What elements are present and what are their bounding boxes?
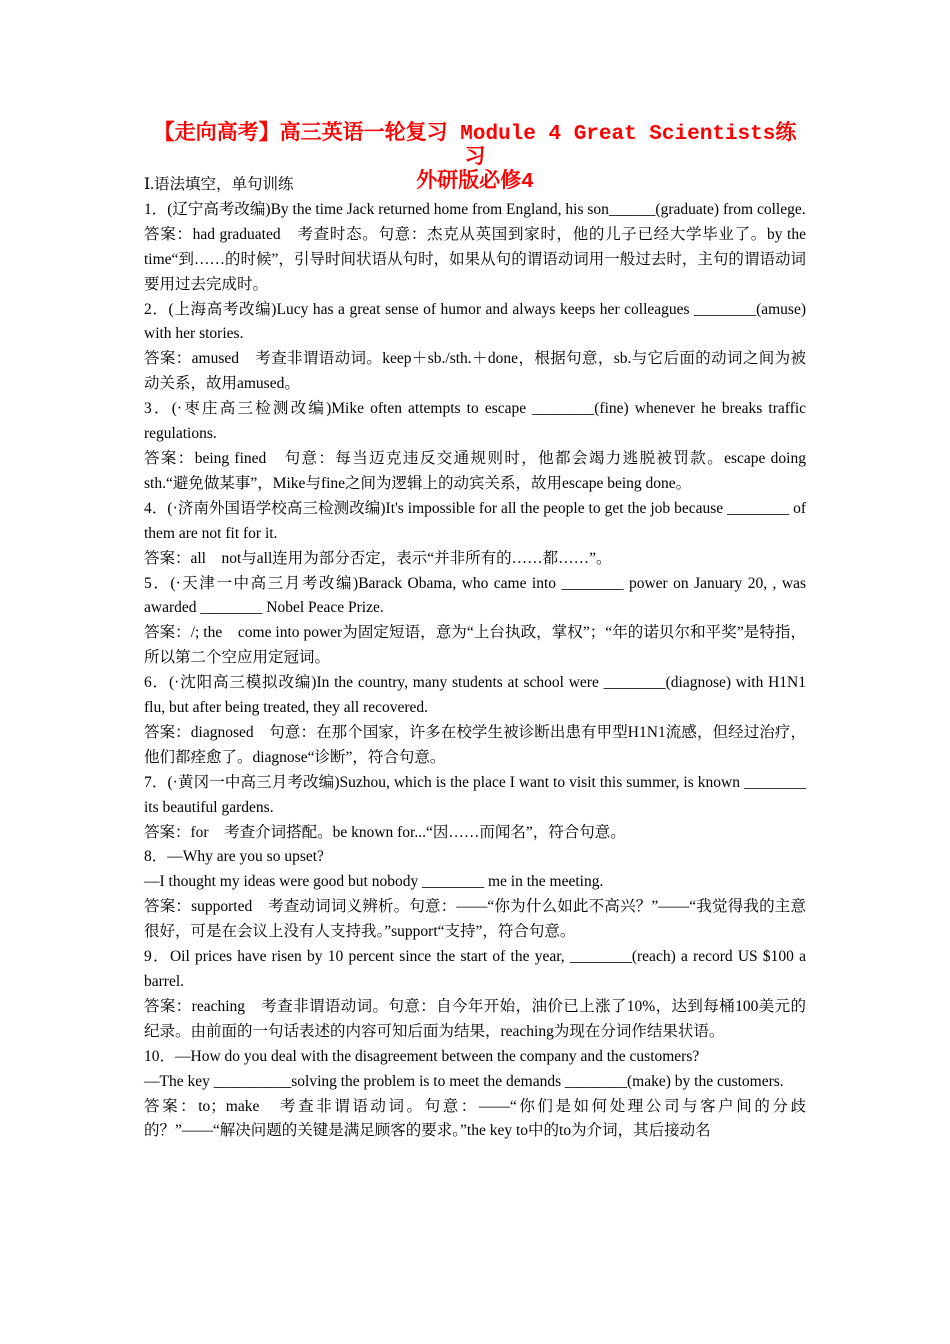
question-text-2: —The key __________solving the problem is to meet the demands ________(make) by the customers. [144, 1072, 784, 1090]
question-text: 2．(上海高考改编)Lucy has a great sense of humor and always keeps her colleagues ________(amuse) with her stories. [144, 300, 806, 343]
question-text-2: —I thought my ideas were good but nobody ________ me in the meeting. [144, 873, 604, 891]
section-heading: Ⅰ.语法填空，单句训练 [144, 176, 294, 193]
question-item-2 [144, 298, 806, 398]
question-item-10 [144, 1045, 806, 1145]
question-text: 4．(·济南外国语学校高三检测改编)It's impossible for all the people to get the job because ________ of them are not fit for it. [144, 499, 806, 542]
answer-text: 答案：supported 考查动词词义辨析。句意：——“你为什么如此不高兴？”——“我觉得我的主意很好，可是在会议上没有人支持我。”support“支持”，符合句意。 [144, 898, 806, 941]
question-text: 7．(·黄冈一中高三月考改编)Suzhou, which is the place I want to visit this summer, is known ________ its beautiful gardens. [144, 773, 806, 816]
title-line-1: 【走向高考】高三英语一轮复习 Module 4 Great Scientists练习 [153, 123, 797, 170]
question-text: 10．—How do you deal with the disagreement between the company and the customers? [144, 1047, 700, 1065]
answer-text: 答案：to；make 考查非谓语动词。句意：——“你们是如何处理公司与客户间的分歧的？”——“解决问题的关键是满足顾客的要求。”the key to中的to为介词，其后接动名 [144, 1097, 806, 1140]
answer-text: 答案：amused 考查非谓语动词。keep＋sb./sth.＋done，根据句意，sb.与它后面的动词之间为被动关系，故用amused。 [144, 350, 806, 393]
answer-text: 答案：being fined 句意：每当迈克违反交通规则时，他都会竭力逃脱被罚款。escape doing sth.“避免做某事”，Mike与fine之间为逻辑上的动宾关系，故用escape being done。 [144, 449, 806, 492]
question-item-4 [144, 497, 806, 572]
answer-text: 答案：for 考查介词搭配。be known for...“因……而闻名”，符合句意。 [144, 823, 626, 841]
answer-text: 答案：had graduated 考查时态。句意：杰克从英国到家时，他的儿子已经大学毕业了。by the time“到……的时候”，引导时间状语从句时，如果从句的谓语动词用一般过去时，主句的谓语动词要用过去完成时。 [144, 225, 806, 293]
question-text: 9．Oil prices have risen by 10 percent since the start of the year, ________(reach) a record US $100 a barrel. [144, 948, 806, 990]
question-text: 8．—Why are you so upset? [144, 848, 324, 866]
question-text: 1．(辽宁高考改编)By the time Jack returned home from England, his son______(graduate) from college. [144, 200, 806, 218]
answer-text: 答案：reaching 考查非谓语动词。句意：自今年开始，油价已上涨了10%，达到每桶100美元的纪录。由前面的一句话表述的内容可知后面为结果，reaching为现在分词作结果状语。 [144, 997, 806, 1040]
question-item-9 [144, 945, 806, 1045]
answer-text: 答案：all not与all连用为部分否定，表示“并非所有的……都……”。 [144, 549, 612, 567]
answer-text: 答案：/; the come into power为固定短语，意为“上台执政，掌权”；“年的诺贝尔和平奖”是特指，所以第二个空应用定冠词。 [144, 624, 806, 667]
question-text: 3．(·枣庄高三检测改编)Mike often attempts to escape ________(fine) whenever he breaks traffic regulations. [144, 400, 806, 443]
question-item-6 [144, 671, 806, 771]
question-text: 6．(·沈阳高三模拟改编)In the country, many students at school were ________(diagnose) with H1N1 flu, but after being treated, they all recovered. [144, 674, 806, 717]
question-item-5 [144, 572, 806, 672]
question-item-1 [144, 198, 806, 298]
question-text: 5．(·天津一中高三月考改编)Barack Obama, who came into ________ power on January 20, , was awarded ________ Nobel Peace Prize. [144, 574, 806, 617]
answer-text: 答案：diagnosed 句意：在那个国家，许多在校学生被诊断出患有甲型H1N1流感，但经过治疗，他们都痊愈了。diagnose“诊断”，符合句意。 [144, 723, 806, 766]
question-item-3 [144, 397, 806, 497]
question-item-8 [144, 845, 806, 945]
document-body [144, 173, 806, 1144]
question-item-7 [144, 771, 806, 846]
title-line-2: 外研版必修4 [416, 171, 534, 194]
